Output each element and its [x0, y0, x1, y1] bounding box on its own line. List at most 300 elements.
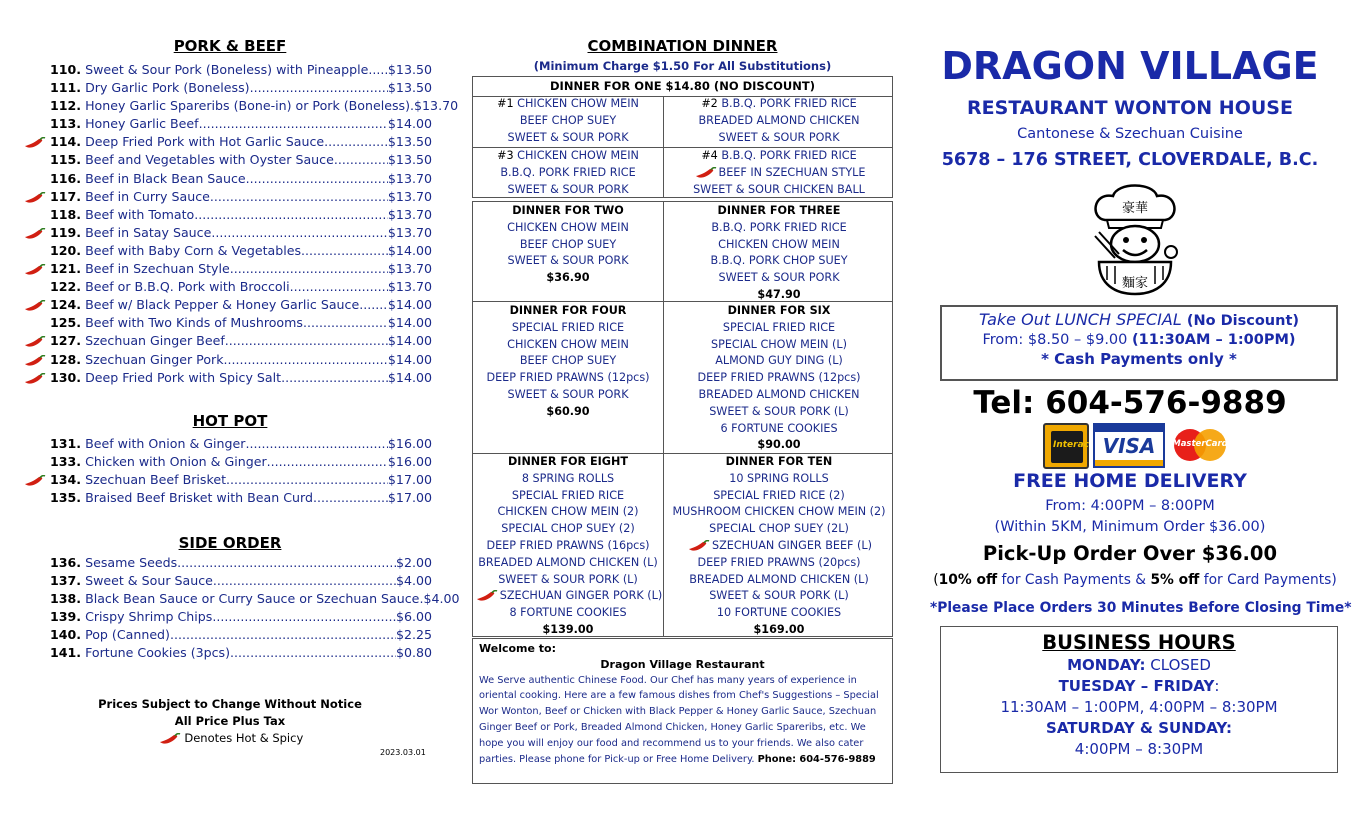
note-hot-spicy-label: Denotes Hot & Spicy: [184, 731, 304, 745]
lunch-title: Take Out LUNCH SPECIAL: [979, 310, 1182, 329]
item-number: 141.: [50, 645, 82, 661]
leader-dots: [213, 572, 396, 590]
combo-dish-label: 8 FORTUNE COOKIES: [509, 606, 627, 620]
item-number: 113.: [50, 116, 82, 132]
item-number: 110.: [50, 62, 82, 77]
item-name: Szechuan Ginger Beef: [85, 333, 225, 349]
combo-dish-label: DEEP FRIED PRAWNS (12pcs): [697, 371, 861, 385]
combo-dish-label: BREADED ALMOND CHICKEN (L): [689, 572, 869, 586]
dinner-title: DINNER FOR TWO: [512, 204, 624, 217]
interac-card-icon: [1043, 423, 1089, 469]
mastercard-icon: [1172, 425, 1228, 465]
chef-logo-icon: [1085, 180, 1185, 298]
menu-item: [20, 151, 432, 169]
combo-one-1: [473, 96, 663, 146]
item-price: $6.00: [395, 609, 432, 625]
chili-pepper-icon: [22, 373, 46, 385]
chili-pepper-icon: [693, 167, 717, 179]
dinner-for-four: [473, 303, 663, 421]
chili-pepper-icon: [22, 264, 46, 276]
combo-dish: [473, 353, 663, 370]
item-price: $13.70: [387, 261, 432, 277]
item-name: Beef in Szechuan Style: [85, 261, 230, 277]
menu-item: [20, 626, 432, 644]
menu-item: [20, 115, 432, 133]
welcome-title: Welcome to:: [479, 642, 557, 655]
item-price: $14.00: [387, 351, 432, 367]
menu-item: [20, 314, 432, 332]
combo-dish: [664, 320, 894, 337]
hot-pot-list: [20, 435, 432, 507]
item-number: 119.: [50, 224, 82, 240]
welcome-body: We Serve authentic Chinese Food. Our Chef has many years of experience in oriental cooking. Here are a few famous dishes from Chef's Suggestions – Special Wor Wonton, Beef or Chicken with Black Pepper & Honey Garlic Sauce, Szechuan Ginger Beef or Pork, Breaded Almond Chicken, Honey Garlic Spareribs, etc. We hope you will enjoy our food and recommend us to your friends. We also cater parties. Please phone for Pick-up or Free Home Delivery.: [479, 674, 879, 765]
combo-dish: [473, 337, 663, 354]
combo-dish: [664, 471, 894, 488]
combo-dish-label: 10 FORTUNE COOKIES: [716, 606, 842, 620]
menu-item: [20, 572, 432, 590]
payment-discounts: [930, 572, 1340, 588]
combo-number: #1: [497, 97, 514, 110]
item-price: $17.00: [387, 490, 432, 506]
combo-dish-label: DEEP FRIED PRAWNS (16pcs): [486, 538, 650, 552]
lunch-title-line: [942, 310, 1336, 329]
item-price: $0.80: [395, 645, 432, 661]
visa-card-icon: [1093, 423, 1165, 468]
combo-dish: [473, 165, 663, 182]
chili-pepper-icon: [22, 336, 46, 348]
item-number: 114.: [50, 134, 82, 150]
combo-dish: [473, 148, 663, 165]
leader-dots: [212, 608, 396, 626]
item-name: Beef or B.B.Q. Pork with Broccoli: [85, 279, 290, 295]
chili-pepper-icon: [157, 733, 181, 745]
chili-pepper-icon: [22, 137, 46, 149]
item-name: Deep Fried Pork with Hot Garlic Sauce: [85, 134, 325, 150]
dinner-title: DINNER FOR SIX: [727, 304, 831, 317]
combo-dish: [473, 253, 663, 270]
combo-dish-label: DEEP FRIED PRAWNS (12pcs): [486, 371, 650, 385]
item-number: 115.: [50, 152, 82, 168]
combo-dish: [664, 130, 894, 147]
menu-item: [20, 278, 432, 296]
item-price: $17.00: [387, 472, 432, 488]
combo-dish: [664, 572, 894, 589]
monday-label: MONDAY:: [1067, 656, 1146, 674]
combo-dish-label: SWEET & SOUR PORK: [507, 254, 629, 268]
dinner-title: DINNER FOR EIGHT: [508, 455, 628, 468]
chili-pepper-icon: [22, 475, 46, 487]
leader-dots: [226, 471, 388, 489]
lunch-price: From: $8.50 – $9.00: [982, 332, 1128, 348]
item-price: $14.00: [387, 297, 432, 313]
leader-dots: [177, 554, 396, 572]
menu-item: [20, 590, 460, 608]
item-price: $13.50: [387, 80, 432, 96]
item-name: Fortune Cookies (3pcs): [85, 645, 231, 661]
logo-chars-top: 豪華: [1121, 201, 1149, 216]
item-number: 118.: [50, 206, 82, 222]
item-price: $4.00: [395, 573, 432, 589]
menu-item: [20, 369, 432, 387]
item-name: Szechuan Beef Brisket: [85, 472, 227, 488]
item-price: $14.00: [387, 333, 432, 349]
item-name: Beef with Two Kinds of Mushrooms: [85, 315, 303, 331]
tue-fri-label-line: [941, 677, 1337, 695]
dinner-price: $169.00: [753, 622, 805, 636]
dinner-for-two: [473, 203, 663, 287]
menu-item: [20, 242, 432, 260]
cuisine: Cantonese & Szechuan Cuisine: [1017, 126, 1243, 142]
combo-dish-label: B.B.Q. PORK FRIED RICE: [721, 149, 857, 162]
item-number: 128.: [50, 351, 82, 367]
combo-dish-label: BEEF CHOP SUEY: [519, 354, 617, 368]
combo-dish: [664, 538, 894, 555]
item-number: 133.: [50, 454, 82, 470]
item-price: $14.00: [387, 369, 432, 385]
item-name: Dry Garlic Pork (Boneless): [85, 80, 250, 96]
combo-dish-label: B.B.Q. PORK FRIED RICE: [721, 97, 857, 110]
dinner-price: $90.00: [757, 438, 801, 452]
combo-dish-label: DEEP FRIED PRAWNS (20pcs): [697, 555, 861, 569]
item-price: $4.00: [423, 591, 460, 607]
dinner-for-six: [664, 303, 894, 454]
leader-dots: [224, 351, 388, 369]
combo-dish: [473, 387, 663, 404]
combo-dish-label: SZECHUAN GINGER PORK (L): [499, 589, 663, 603]
combo-dish-label: CHICKEN CHOW MEIN: [718, 237, 840, 251]
item-price: $13.70: [387, 188, 432, 204]
combo-dish-label: SWEET & SOUR PORK: [718, 130, 840, 144]
weekend-hours: 4:00PM – 8:30PM: [1074, 740, 1204, 758]
combo-number: #2: [701, 97, 718, 110]
combo-dish: [664, 96, 894, 113]
dinner-for-three: [664, 203, 894, 304]
combo-dish-label: 8 SPRING ROLLS: [521, 471, 615, 485]
delivery-title: FREE HOME DELIVERY: [1013, 470, 1247, 492]
dinner-price: $47.90: [757, 287, 801, 301]
leader-dots: [250, 79, 388, 97]
combo-dish-label: B.B.Q. PORK FRIED RICE: [711, 220, 847, 234]
menu-item: [20, 608, 432, 626]
combo-dish-label: SWEET & SOUR PORK: [718, 271, 840, 285]
print-date: 2023.03.01: [380, 748, 426, 757]
combo-dish: [473, 237, 663, 254]
combo-dish: [664, 404, 894, 421]
leader-dots: [281, 369, 388, 387]
chili-pepper-icon: [22, 192, 46, 204]
combo-dish-label: MUSHROOM CHICKEN CHOW MEIN (2): [672, 505, 886, 519]
item-name: Beef with Onion & Ginger: [85, 436, 246, 451]
item-name: Beef in Curry Sauce: [85, 188, 210, 204]
item-number: 135.: [50, 490, 82, 506]
item-price: $14.00: [387, 116, 432, 132]
combo-dish: [664, 237, 894, 254]
combo-dish-label: SPECIAL FRIED RICE: [722, 320, 836, 334]
item-name: Black Bean Sauce or Curry Sauce or Szechuan Sauce: [85, 591, 420, 607]
combo-dish: [473, 538, 663, 555]
item-price: $14.00: [387, 315, 432, 331]
restaurant-subtitle: RESTAURANT WONTON HOUSE: [967, 97, 1293, 119]
combo-dish: [473, 471, 663, 488]
combo-dish: [664, 182, 894, 199]
item-price: $13.70: [387, 170, 432, 186]
item-number: 139.: [50, 609, 82, 625]
combo-dish-label: 10 SPRING ROLLS: [729, 471, 829, 485]
combo-dish-label: SWEET & SOUR PORK: [507, 130, 629, 144]
item-number: 138.: [50, 591, 82, 607]
item-price: $13.50: [387, 134, 432, 150]
combo-dish-label: CHICKEN CHOW MEIN (2): [497, 505, 639, 519]
lunch-hours: (11:30AM – 1:00PM): [1132, 332, 1296, 348]
leader-dots: [225, 332, 388, 350]
combo-dish-label: BREADED ALMOND CHICKEN: [698, 387, 860, 401]
side-order-title: SIDE ORDER: [178, 534, 282, 552]
item-name: Pop (Canned): [85, 627, 170, 643]
chili-pepper-icon: [686, 540, 710, 552]
leader-dots: [170, 626, 396, 644]
item-number: 137.: [50, 573, 82, 589]
chili-pepper-icon: [22, 228, 46, 240]
tue-fri-hours: 11:30AM – 1:00PM, 4:00PM – 8:30PM: [1000, 698, 1278, 716]
combo-number: #3: [497, 149, 514, 162]
combo-dish-label: SPECIAL CHOP SUEY (2): [501, 522, 635, 536]
combo-dish-label: CHICKEN CHOW MEIN: [517, 97, 639, 110]
combo-dish-label: BEEF IN SZECHUAN STYLE: [718, 165, 866, 179]
combo-dish: [664, 521, 894, 538]
dinner-price: $60.90: [546, 404, 590, 418]
menu-item: [20, 97, 459, 115]
combo-dish: [664, 253, 894, 270]
item-price: $13.50: [387, 152, 432, 168]
combo-dish-label: SWEET & SOUR CHICKEN BALL: [693, 182, 865, 196]
item-number: 124.: [50, 297, 82, 313]
disc-open: (: [933, 572, 939, 588]
leader-dots: [199, 115, 388, 133]
dinner-for-ten: [664, 454, 894, 639]
combo-dish-label: SPECIAL CHOP SUEY (2L): [709, 522, 849, 536]
combo-dish-label: SPECIAL CHOW MEIN (L): [710, 337, 848, 351]
combo-dish-label: BEEF CHOP SUEY: [519, 237, 617, 251]
address: 5678 – 176 STREET, CLOVERDALE, B.C.: [941, 150, 1319, 170]
leader-dots: [211, 224, 388, 242]
item-number: 127.: [50, 333, 82, 349]
combo-dish-label: ALMOND GUY DING (L): [715, 354, 843, 368]
menu-item: [20, 170, 432, 188]
combo-dish: [473, 605, 663, 622]
item-name: Beef w/ Black Pepper & Honey Garlic Sauce: [85, 297, 360, 313]
interac-label: Interac: [1053, 440, 1090, 450]
combo-dish-label: SPECIAL FRIED RICE: [511, 488, 625, 502]
price-notes: [20, 696, 440, 747]
combo-dish-label: BREADED ALMOND CHICKEN (L): [478, 555, 658, 569]
combo-dish: [664, 504, 894, 521]
combo-dish: [473, 220, 663, 237]
restaurant-name: DRAGON VILLAGE: [941, 44, 1319, 88]
combo-dish: [664, 555, 894, 572]
item-number: 134.: [50, 472, 82, 488]
item-name: Braised Beef Brisket with Bean Curd: [85, 490, 313, 506]
item-number: 130.: [50, 369, 82, 385]
combo-dish: [664, 387, 894, 404]
combo-number: #4: [701, 149, 718, 162]
combo-dish: [664, 165, 894, 182]
menu-item: [20, 188, 432, 206]
menu-item: [20, 435, 432, 453]
leader-dots: [334, 151, 388, 169]
leader-dots: [230, 644, 396, 662]
telephone[interactable]: Tel: 604-576-9889: [973, 385, 1287, 421]
combo-dish-label: BREADED ALMOND CHICKEN: [698, 113, 860, 127]
leader-dots: [313, 489, 388, 507]
menu-item: [20, 224, 432, 242]
leader-dots: [210, 188, 388, 206]
leader-dots: [359, 296, 388, 314]
welcome-text: [479, 673, 886, 768]
item-price: $2.00: [395, 555, 432, 570]
item-price: $14.00: [387, 242, 432, 258]
combo-dish-label: SWEET & SOUR PORK (L): [498, 572, 638, 586]
dinner-for-eight: [473, 454, 663, 639]
item-price: $2.25: [395, 627, 432, 643]
leader-dots: [301, 242, 388, 260]
side-order-list: [20, 554, 460, 663]
item-name: Crispy Shrimp Chips: [85, 609, 213, 625]
item-name: Honey Garlic Spareribs (Bone-in) or Pork (Boneless): [85, 98, 411, 114]
leader-dots: [303, 314, 388, 332]
leader-dots: [324, 133, 388, 151]
combo-dish: [664, 270, 894, 287]
menu-item: [20, 296, 432, 314]
menu-item: [20, 260, 432, 278]
leader-dots: [230, 260, 388, 278]
note-hot-spicy: [20, 730, 440, 747]
leader-dots: [290, 278, 388, 296]
menu-item: [20, 61, 432, 79]
visa-label: VISA: [1102, 434, 1156, 458]
item-price: $16.00: [387, 454, 432, 470]
item-number: 136.: [50, 555, 82, 570]
cash-discount-text: for Cash Payments &: [997, 572, 1151, 588]
pickup-minimum: Pick-Up Order Over $36.00: [982, 542, 1278, 565]
combo-one-4: [664, 148, 894, 198]
item-name: Beef with Tomato: [85, 206, 195, 222]
combo-dish: [664, 370, 894, 387]
item-name: Sesame Seeds: [85, 555, 178, 570]
item-number: 112.: [50, 98, 82, 114]
combo-dish-label: B.B.Q. PORK CHOP SUEY: [710, 254, 848, 268]
welcome-phone: Phone: 604-576-9889: [757, 753, 876, 765]
combo-dish: [664, 421, 894, 438]
combo-one-2: [664, 96, 894, 146]
item-name: Beef with Baby Corn & Vegetables: [85, 242, 302, 258]
item-number: 122.: [50, 279, 82, 295]
dinner-title: DINNER FOR TEN: [725, 455, 833, 468]
menu-item: [20, 489, 432, 507]
mastercard-label: MasterCard: [1172, 439, 1228, 449]
combo-dish: [664, 353, 894, 370]
combo-dish-label: SWEET & SOUR PORK (L): [709, 404, 849, 418]
combo-dish: [473, 96, 663, 113]
item-number: 140.: [50, 627, 82, 643]
item-price: $13.50: [387, 62, 432, 77]
item-price: $13.70: [414, 98, 459, 114]
dinner-title: DINNER FOR THREE: [717, 204, 841, 217]
combo-dish: [473, 521, 663, 538]
item-number: 131.: [50, 436, 82, 451]
item-name: Sweet & Sour Sauce: [85, 573, 213, 589]
lunch-special-box: [940, 305, 1338, 381]
combo-dish: [664, 588, 894, 605]
item-price: $13.70: [387, 224, 432, 240]
item-price: $13.70: [387, 206, 432, 222]
item-name: Beef in Satay Sauce: [85, 224, 212, 240]
item-name: Chicken with Onion & Ginger: [85, 454, 267, 470]
combo-dish-label: CHICKEN CHOW MEIN: [517, 149, 639, 162]
item-number: 125.: [50, 315, 82, 331]
cash-only: * Cash Payments only *: [1041, 350, 1237, 368]
item-name: Szechuan Ginger Pork: [85, 351, 224, 367]
card-discount-text: for Card Payments): [1199, 572, 1337, 588]
menu-item: [20, 79, 432, 97]
menu-item: [20, 351, 432, 369]
dinner-group-box: [472, 201, 893, 637]
combo-dish: [473, 488, 663, 505]
combo-dish-label: SWEET & SOUR PORK: [507, 182, 629, 196]
combo-dish-label: SZECHUAN GINGER BEEF (L): [712, 538, 872, 552]
item-price: $16.00: [387, 436, 432, 451]
business-hours-title: BUSINESS HOURS: [1042, 631, 1236, 654]
leader-dots: [368, 61, 388, 79]
item-number: 117.: [50, 188, 82, 204]
chili-pepper-icon: [22, 355, 46, 367]
dinner-price: $36.90: [546, 271, 590, 285]
cash-discount: 10% off: [938, 572, 998, 588]
combo-dish: [473, 370, 663, 387]
leader-dots: [246, 170, 388, 188]
combo-dish-label: B.B.Q. PORK FRIED RICE: [500, 165, 636, 179]
combo-dish: [664, 148, 894, 165]
combo-dish-label: 6 FORTUNE COOKIES: [720, 421, 838, 435]
lunch-price-line: [942, 332, 1336, 348]
monday-hours: [941, 656, 1337, 674]
combo-dish: [473, 504, 663, 521]
pork-beef-list: [20, 61, 459, 387]
combo-one-3: [473, 148, 663, 198]
note-price-change: Prices Subject to Change Without Notice: [98, 697, 362, 711]
menu-item: [20, 554, 432, 572]
leader-dots: [245, 435, 387, 453]
combo-dish-label: SWEET & SOUR PORK: [507, 387, 629, 401]
item-number: 116.: [50, 170, 82, 186]
combo-dish-label: SPECIAL FRIED RICE: [511, 320, 625, 334]
combo-dish: [664, 605, 894, 622]
dinner-price: $139.00: [542, 622, 594, 636]
item-name: Deep Fried Pork with Spicy Salt: [85, 369, 282, 385]
dinner-for-one-box: [472, 76, 893, 198]
note-plus-tax: All Price Plus Tax: [174, 714, 286, 728]
combo-dish: [473, 572, 663, 589]
tue-fri-colon: :: [1214, 677, 1220, 695]
item-name: Sweet & Sour Pork (Boneless) with Pineapple: [85, 62, 369, 77]
combo-dish: [664, 113, 894, 130]
pork-beef-title: PORK & BEEF: [173, 37, 287, 55]
logo-chars-bottom: 麵家: [1121, 276, 1149, 291]
hot-pot-title: HOT POT: [192, 412, 268, 430]
item-number: 121.: [50, 261, 82, 277]
combo-dish-label: SWEET & SOUR PORK (L): [709, 589, 849, 603]
combo-dish: [473, 113, 663, 130]
monday-value: CLOSED: [1145, 656, 1211, 674]
